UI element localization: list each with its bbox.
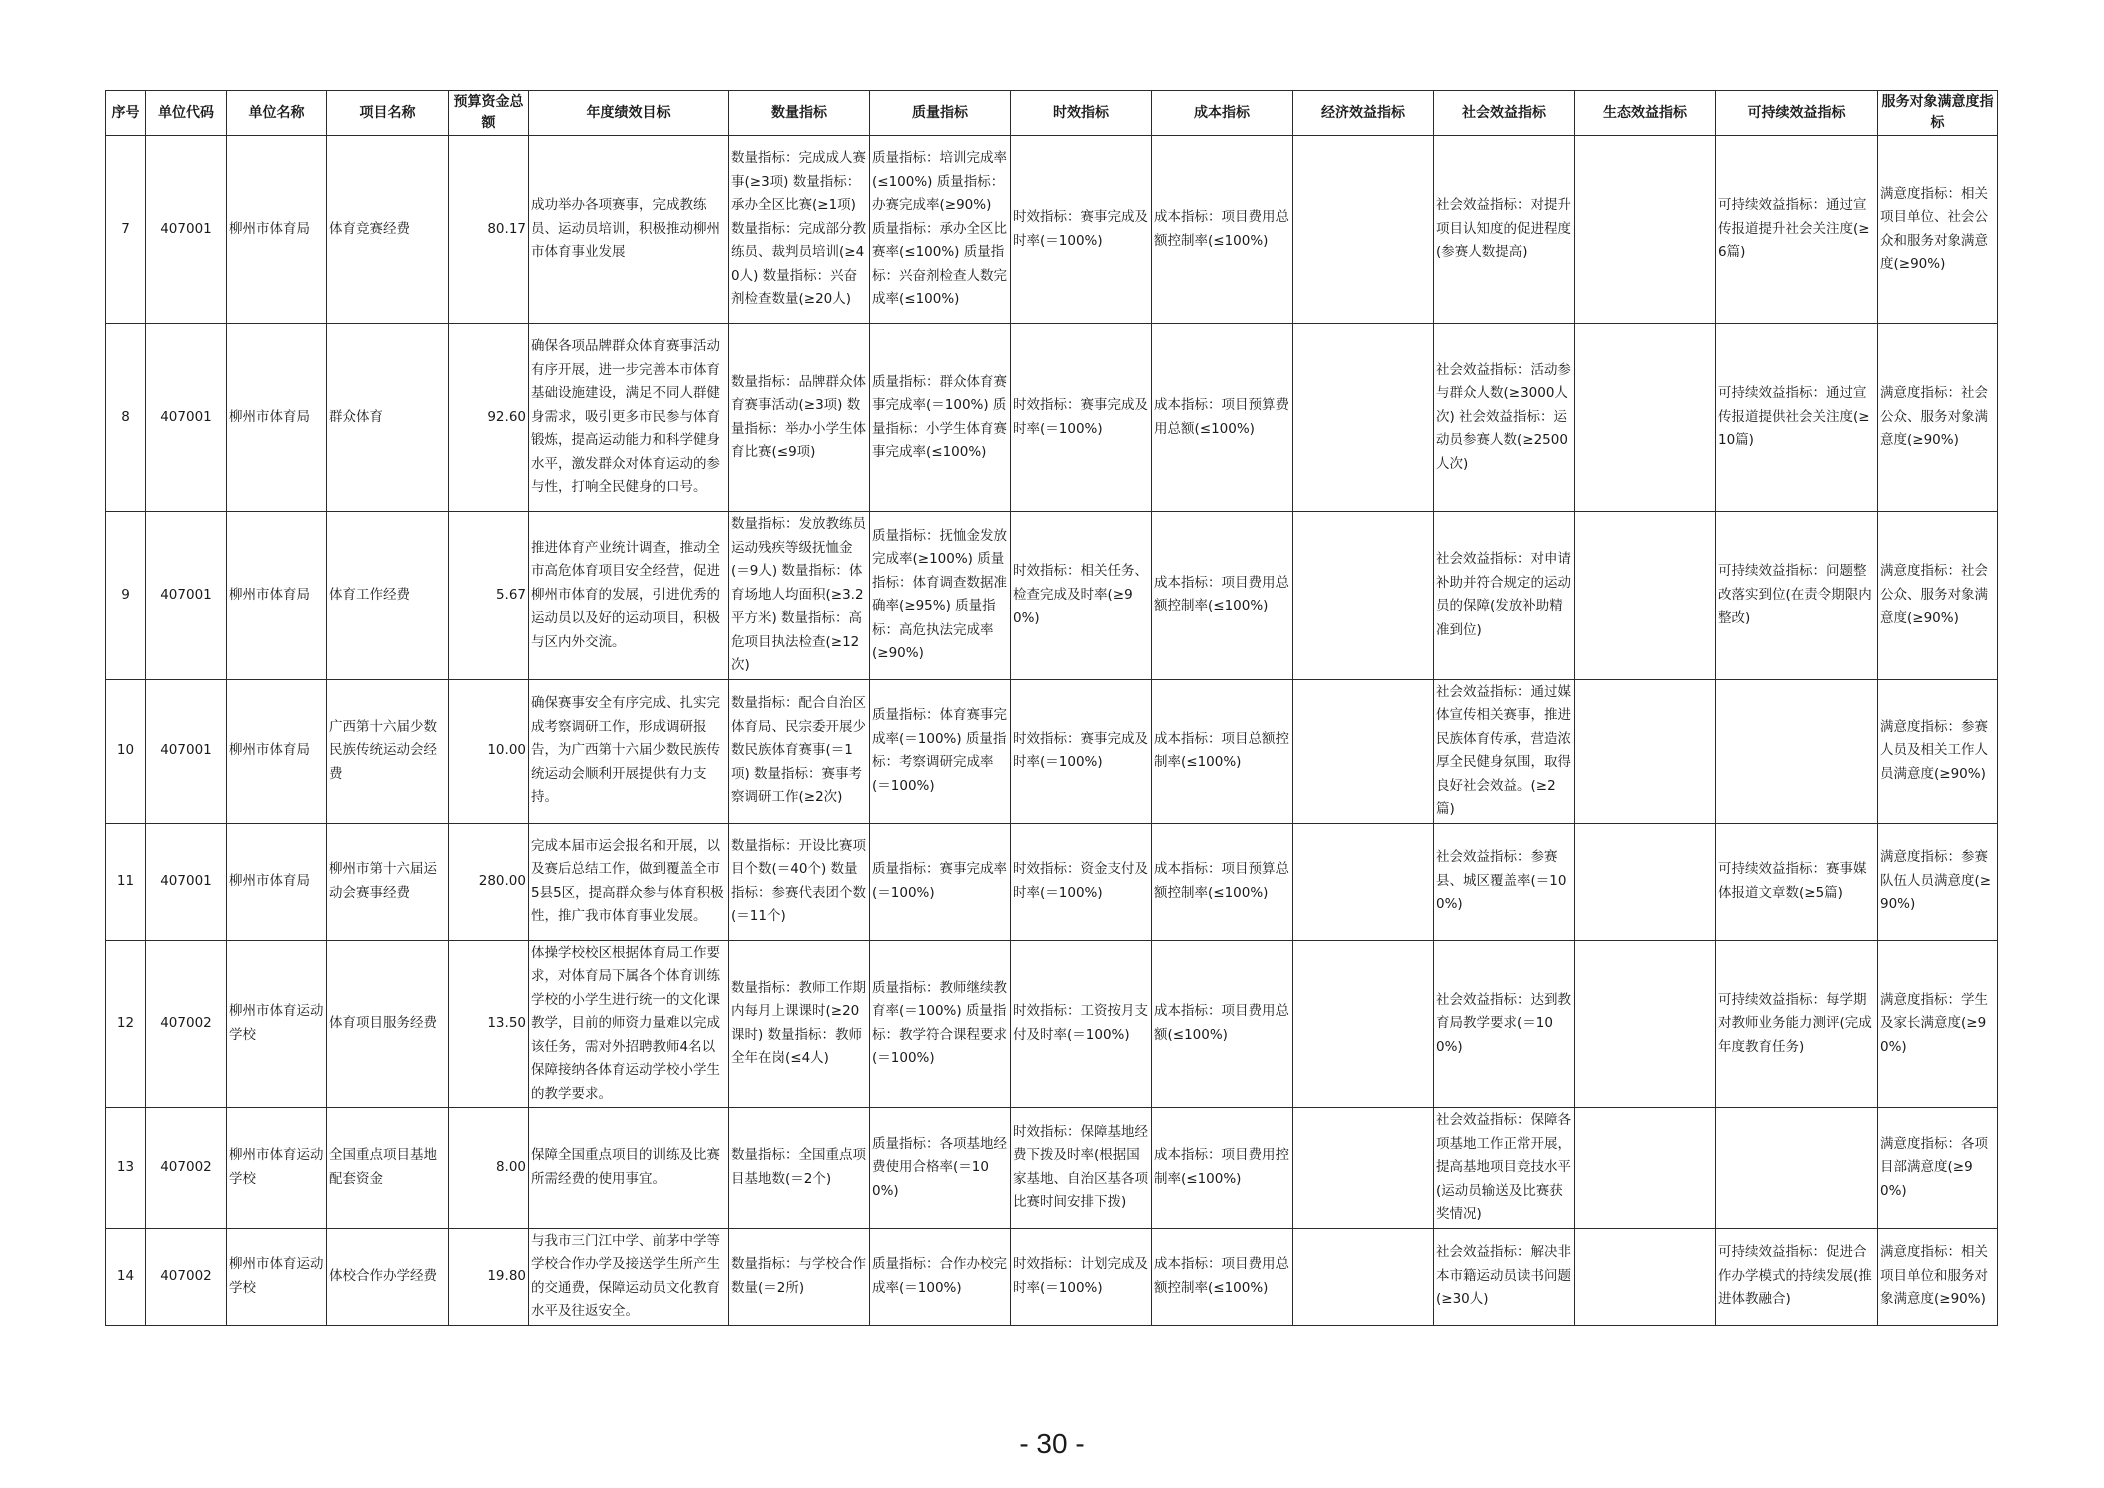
table-row bbox=[106, 940, 1998, 1108]
quality-indicator-cell: 质量指标：体育赛事完成率(＝100%) 质量指标：考察调研完成率(＝100%) bbox=[870, 679, 1011, 823]
annual-goal-cell: 推进体育产业统计调查，推动全市高危体育项目安全经营，促进柳州市体育的发展，引进优秀的运动员以及好的运动项目，积极与区内外交流。 bbox=[529, 512, 729, 680]
unit-name-cell: 柳州市体育局 bbox=[227, 136, 327, 324]
timeliness-indicator-cell: 时效指标：工资按月支付及时率(＝100%) bbox=[1011, 940, 1152, 1108]
header-cell: 序号 bbox=[106, 91, 146, 136]
sustainable-indicator-cell: 可持续效益指标：通过宣传报道提供社会关注度(≥10篇) bbox=[1716, 324, 1878, 512]
header-cell: 时效指标 bbox=[1011, 91, 1152, 136]
budget-amount-cell: 19.80 bbox=[449, 1228, 529, 1325]
header-cell: 数量指标 bbox=[729, 91, 870, 136]
satisfaction-indicator-cell: 满意度指标：相关项目单位、社会公众和服务对象满意度(≥90%) bbox=[1878, 136, 1998, 324]
economic-indicator-cell bbox=[1293, 324, 1434, 512]
quality-indicator-cell: 质量指标：各项基地经费使用合格率(＝100%) bbox=[870, 1108, 1011, 1229]
economic-indicator-cell bbox=[1293, 823, 1434, 940]
project-name-cell: 全国重点项目基地配套资金 bbox=[327, 1108, 449, 1229]
cost-indicator-cell: 成本指标：项目费用总额(≤100%) bbox=[1152, 940, 1293, 1108]
timeliness-indicator-cell: 时效指标：计划完成及时率(＝100%) bbox=[1011, 1228, 1152, 1325]
header-cell: 质量指标 bbox=[870, 91, 1011, 136]
cost-indicator-cell: 成本指标：项目费用总额控制率(≤100%) bbox=[1152, 1228, 1293, 1325]
header-cell: 预算资金总额 bbox=[449, 91, 529, 136]
social-indicator-cell: 社会效益指标：解决非本市籍运动员读书问题(≥30人) bbox=[1434, 1228, 1575, 1325]
unit-code-cell: 407001 bbox=[146, 679, 227, 823]
table-row bbox=[106, 1108, 1998, 1229]
annual-goal-cell: 确保各项品牌群众体育赛事活动有序开展，进一步完善本市体育基础设施建设，满足不同人群健身需求，吸引更多市民参与体育锻炼，提高运动能力和科学健身水平，激发群众对体育运动的参与性，打响全民健身的口号。 bbox=[529, 324, 729, 512]
table-row bbox=[106, 1228, 1998, 1325]
social-indicator-cell: 社会效益指标：保障各项基地工作正常开展，提高基地项目竞技水平(运动员输送及比赛获奖情况) bbox=[1434, 1108, 1575, 1229]
unit-code-cell: 407001 bbox=[146, 823, 227, 940]
quality-indicator-cell: 质量指标：培训完成率(≤100%) 质量指标：办赛完成率(≥90%) 质量指标：承办全区比赛率(≤100%) 质量指标：兴奋剂检查人数完成率(≤100%) bbox=[870, 136, 1011, 324]
quality-indicator-cell: 质量指标：赛事完成率(＝100%) bbox=[870, 823, 1011, 940]
satisfaction-indicator-cell: 满意度指标：参赛队伍人员满意度(≥90%) bbox=[1878, 823, 1998, 940]
header-cell: 成本指标 bbox=[1152, 91, 1293, 136]
sustainable-indicator-cell bbox=[1716, 1108, 1878, 1229]
timeliness-indicator-cell: 时效指标：赛事完成及时率(＝100%) bbox=[1011, 679, 1152, 823]
quality-indicator-cell: 质量指标：教师继续教育率(＝100%) 质量指标：教学符合课程要求(＝100%) bbox=[870, 940, 1011, 1108]
row-number-cell: 10 bbox=[106, 679, 146, 823]
budget-amount-cell: 80.17 bbox=[449, 136, 529, 324]
quantity-indicator-cell: 数量指标：开设比赛项目个数(＝40个) 数量指标：参赛代表团个数(＝11个) bbox=[729, 823, 870, 940]
budget-amount-cell: 10.00 bbox=[449, 679, 529, 823]
satisfaction-indicator-cell: 满意度指标：社会公众、服务对象满意度(≥90%) bbox=[1878, 324, 1998, 512]
quantity-indicator-cell: 数量指标：与学校合作数量(＝2所) bbox=[729, 1228, 870, 1325]
quantity-indicator-cell: 数量指标：全国重点项目基地数(＝2个) bbox=[729, 1108, 870, 1229]
table-row bbox=[106, 136, 1998, 324]
header-cell: 年度绩效目标 bbox=[529, 91, 729, 136]
unit-name-cell: 柳州市体育运动学校 bbox=[227, 940, 327, 1108]
budget-amount-cell: 5.67 bbox=[449, 512, 529, 680]
satisfaction-indicator-cell: 满意度指标：学生及家长满意度(≥90%) bbox=[1878, 940, 1998, 1108]
budget-amount-cell: 8.00 bbox=[449, 1108, 529, 1229]
quality-indicator-cell: 质量指标：合作办校完成率(＝100%) bbox=[870, 1228, 1011, 1325]
unit-code-cell: 407002 bbox=[146, 1228, 227, 1325]
economic-indicator-cell bbox=[1293, 136, 1434, 324]
timeliness-indicator-cell: 时效指标：赛事完成及时率(＝100%) bbox=[1011, 324, 1152, 512]
unit-name-cell: 柳州市体育局 bbox=[227, 823, 327, 940]
quantity-indicator-cell: 数量指标：完成成人赛事(≥3项) 数量指标：承办全区比赛(≥1项) 数量指标：完成部分教练员、裁判员培训(≥40人) 数量指标：兴奋剂检查数量(≥20人) bbox=[729, 136, 870, 324]
timeliness-indicator-cell: 时效指标：赛事完成及时率(＝100%) bbox=[1011, 136, 1152, 324]
project-name-cell: 广西第十六届少数民族传统运动会经费 bbox=[327, 679, 449, 823]
unit-code-cell: 407001 bbox=[146, 512, 227, 680]
timeliness-indicator-cell: 时效指标：资金支付及时率(＝100%) bbox=[1011, 823, 1152, 940]
project-name-cell: 体育项目服务经费 bbox=[327, 940, 449, 1108]
budget-amount-cell: 13.50 bbox=[449, 940, 529, 1108]
social-indicator-cell: 社会效益指标：参赛县、城区覆盖率(＝100%) bbox=[1434, 823, 1575, 940]
satisfaction-indicator-cell: 满意度指标：各项目部满意度(≥90%) bbox=[1878, 1108, 1998, 1229]
project-name-cell: 体校合作办学经费 bbox=[327, 1228, 449, 1325]
economic-indicator-cell bbox=[1293, 512, 1434, 680]
budget-amount-cell: 92.60 bbox=[449, 324, 529, 512]
header-cell: 单位名称 bbox=[227, 91, 327, 136]
page-number: - 30 - bbox=[1019, 1428, 1085, 1459]
ecological-indicator-cell bbox=[1575, 136, 1716, 324]
unit-name-cell: 柳州市体育局 bbox=[227, 512, 327, 680]
row-number-cell: 11 bbox=[106, 823, 146, 940]
header-cell: 生态效益指标 bbox=[1575, 91, 1716, 136]
economic-indicator-cell bbox=[1293, 1228, 1434, 1325]
sustainable-indicator-cell: 可持续效益指标：每学期对教师业务能力测评(完成年度教育任务) bbox=[1716, 940, 1878, 1108]
timeliness-indicator-cell: 时效指标：相关任务、检查完成及时率(≥90%) bbox=[1011, 512, 1152, 680]
annual-goal-cell: 保障全国重点项目的训练及比赛所需经费的使用事宜。 bbox=[529, 1108, 729, 1229]
sustainable-indicator-cell: 可持续效益指标：问题整改落实到位(在责令期限内整改) bbox=[1716, 512, 1878, 680]
annual-goal-cell: 体操学校校区根据体育局工作要求，对体育局下属各个体育训练学校的小学生进行统一的文化课教学，目前的师资力量难以完成该任务，需对外招聘教师4名以保障接纳各体育运动学校小学生的教学要求。 bbox=[529, 940, 729, 1108]
cost-indicator-cell: 成本指标：项目费用总额控制率(≤100%) bbox=[1152, 136, 1293, 324]
satisfaction-indicator-cell: 满意度指标：社会公众、服务对象满意度(≥90%) bbox=[1878, 512, 1998, 680]
cost-indicator-cell: 成本指标：项目总额控制率(≤100%) bbox=[1152, 679, 1293, 823]
economic-indicator-cell bbox=[1293, 940, 1434, 1108]
annual-goal-cell: 完成本届市运会报名和开展，以及赛后总结工作，做到覆盖全市5县5区，提高群众参与体育积极性，推广我市体育事业发展。 bbox=[529, 823, 729, 940]
header-cell: 单位代码 bbox=[146, 91, 227, 136]
social-indicator-cell: 社会效益指标：通过媒体宣传相关赛事，推进民族体育传承，营造浓厚全民健身氛围，取得良好社会效益。(≥2篇) bbox=[1434, 679, 1575, 823]
project-name-cell: 体育竞赛经费 bbox=[327, 136, 449, 324]
ecological-indicator-cell bbox=[1575, 940, 1716, 1108]
header-cell: 经济效益指标 bbox=[1293, 91, 1434, 136]
unit-name-cell: 柳州市体育运动学校 bbox=[227, 1108, 327, 1229]
satisfaction-indicator-cell: 满意度指标：相关项目单位和服务对象满意度(≥90%) bbox=[1878, 1228, 1998, 1325]
project-name-cell: 体育工作经费 bbox=[327, 512, 449, 680]
row-number-cell: 12 bbox=[106, 940, 146, 1108]
sustainable-indicator-cell: 可持续效益指标：通过宣传报道提升社会关注度(≥6篇) bbox=[1716, 136, 1878, 324]
ecological-indicator-cell bbox=[1575, 324, 1716, 512]
quantity-indicator-cell: 数量指标：教师工作期内每月上课课时(≥20课时) 数量指标：教师全年在岗(≤4人) bbox=[729, 940, 870, 1108]
header-cell: 社会效益指标 bbox=[1434, 91, 1575, 136]
row-number-cell: 13 bbox=[106, 1108, 146, 1229]
ecological-indicator-cell bbox=[1575, 1108, 1716, 1229]
annual-goal-cell: 成功举办各项赛事，完成教练员、运动员培训，积极推动柳州市体育事业发展 bbox=[529, 136, 729, 324]
table-row bbox=[106, 512, 1998, 680]
ecological-indicator-cell bbox=[1575, 1228, 1716, 1325]
table-row bbox=[106, 324, 1998, 512]
sustainable-indicator-cell bbox=[1716, 679, 1878, 823]
row-number-cell: 7 bbox=[106, 136, 146, 324]
unit-name-cell: 柳州市体育局 bbox=[227, 324, 327, 512]
project-name-cell: 柳州市第十六届运动会赛事经费 bbox=[327, 823, 449, 940]
annual-goal-cell: 确保赛事安全有序完成、扎实完成考察调研工作，形成调研报告，为广西第十六届少数民族传统运动会顺利开展提供有力支持。 bbox=[529, 679, 729, 823]
header-cell: 项目名称 bbox=[327, 91, 449, 136]
cost-indicator-cell: 成本指标：项目预算总额控制率(≤100%) bbox=[1152, 823, 1293, 940]
cost-indicator-cell: 成本指标：项目费用控制率(≤100%) bbox=[1152, 1108, 1293, 1229]
unit-code-cell: 407001 bbox=[146, 324, 227, 512]
row-number-cell: 9 bbox=[106, 512, 146, 680]
economic-indicator-cell bbox=[1293, 679, 1434, 823]
performance-table-sheet bbox=[105, 90, 1998, 1326]
quality-indicator-cell: 质量指标：群众体育赛事完成率(＝100%) 质量指标：小学生体育赛事完成率(≤100%) bbox=[870, 324, 1011, 512]
annual-goal-cell: 与我市三门江中学、前茅中学等学校合作办学及接送学生所产生的交通费，保障运动员文化教育水平及往返安全。 bbox=[529, 1228, 729, 1325]
sustainable-indicator-cell: 可持续效益指标：赛事媒体报道文章数(≥5篇) bbox=[1716, 823, 1878, 940]
quality-indicator-cell: 质量指标：抚恤金发放完成率(≥100%) 质量指标：体育调查数据准确率(≥95%) 质量指标：高危执法完成率(≥90%) bbox=[870, 512, 1011, 680]
ecological-indicator-cell bbox=[1575, 823, 1716, 940]
ecological-indicator-cell bbox=[1575, 679, 1716, 823]
social-indicator-cell: 社会效益指标：活动参与群众人数(≥3000人次) 社会效益指标：运动员参赛人数(≥2500人次) bbox=[1434, 324, 1575, 512]
quantity-indicator-cell: 数量指标：品牌群众体育赛事活动(≥3项) 数量指标：举办小学生体育比赛(≤9项) bbox=[729, 324, 870, 512]
table-row bbox=[106, 823, 1998, 940]
sustainable-indicator-cell: 可持续效益指标：促进合作办学模式的持续发展(推进体教融合) bbox=[1716, 1228, 1878, 1325]
budget-amount-cell: 280.00 bbox=[449, 823, 529, 940]
unit-name-cell: 柳州市体育局 bbox=[227, 679, 327, 823]
unit-code-cell: 407002 bbox=[146, 940, 227, 1108]
header-cell: 服务对象满意度指标 bbox=[1878, 91, 1998, 136]
satisfaction-indicator-cell: 满意度指标：参赛人员及相关工作人员满意度(≥90%) bbox=[1878, 679, 1998, 823]
economic-indicator-cell bbox=[1293, 1108, 1434, 1229]
timeliness-indicator-cell: 时效指标：保障基地经费下拨及时率(根据国家基地、自治区基各项比赛时间安排下拨) bbox=[1011, 1108, 1152, 1229]
unit-name-cell: 柳州市体育运动学校 bbox=[227, 1228, 327, 1325]
social-indicator-cell: 社会效益指标：对申请补助并符合规定的运动员的保障(发放补助精准到位) bbox=[1434, 512, 1575, 680]
row-number-cell: 8 bbox=[106, 324, 146, 512]
table-row bbox=[106, 679, 1998, 823]
social-indicator-cell: 社会效益指标：对提升项目认知度的促进程度(参赛人数提高) bbox=[1434, 136, 1575, 324]
unit-code-cell: 407001 bbox=[146, 136, 227, 324]
cost-indicator-cell: 成本指标：项目预算费用总额(≤100%) bbox=[1152, 324, 1293, 512]
ecological-indicator-cell bbox=[1575, 512, 1716, 680]
unit-code-cell: 407002 bbox=[146, 1108, 227, 1229]
quantity-indicator-cell: 数量指标：发放教练员运动残疾等级抚恤金(＝9人) 数量指标：体育场地人均面积(≥3.2平方米) 数量指标：高危项目执法检查(≥12次) bbox=[729, 512, 870, 680]
performance-table bbox=[105, 90, 1998, 1326]
project-name-cell: 群众体育 bbox=[327, 324, 449, 512]
cost-indicator-cell: 成本指标：项目费用总额控制率(≤100%) bbox=[1152, 512, 1293, 680]
social-indicator-cell: 社会效益指标：达到教育局教学要求(＝100%) bbox=[1434, 940, 1575, 1108]
header-cell: 可持续效益指标 bbox=[1716, 91, 1878, 136]
row-number-cell: 14 bbox=[106, 1228, 146, 1325]
quantity-indicator-cell: 数量指标：配合自治区体育局、民宗委开展少数民族体育赛事(＝1项) 数量指标：赛事考察调研工作(≥2次) bbox=[729, 679, 870, 823]
header-row bbox=[106, 91, 1998, 136]
